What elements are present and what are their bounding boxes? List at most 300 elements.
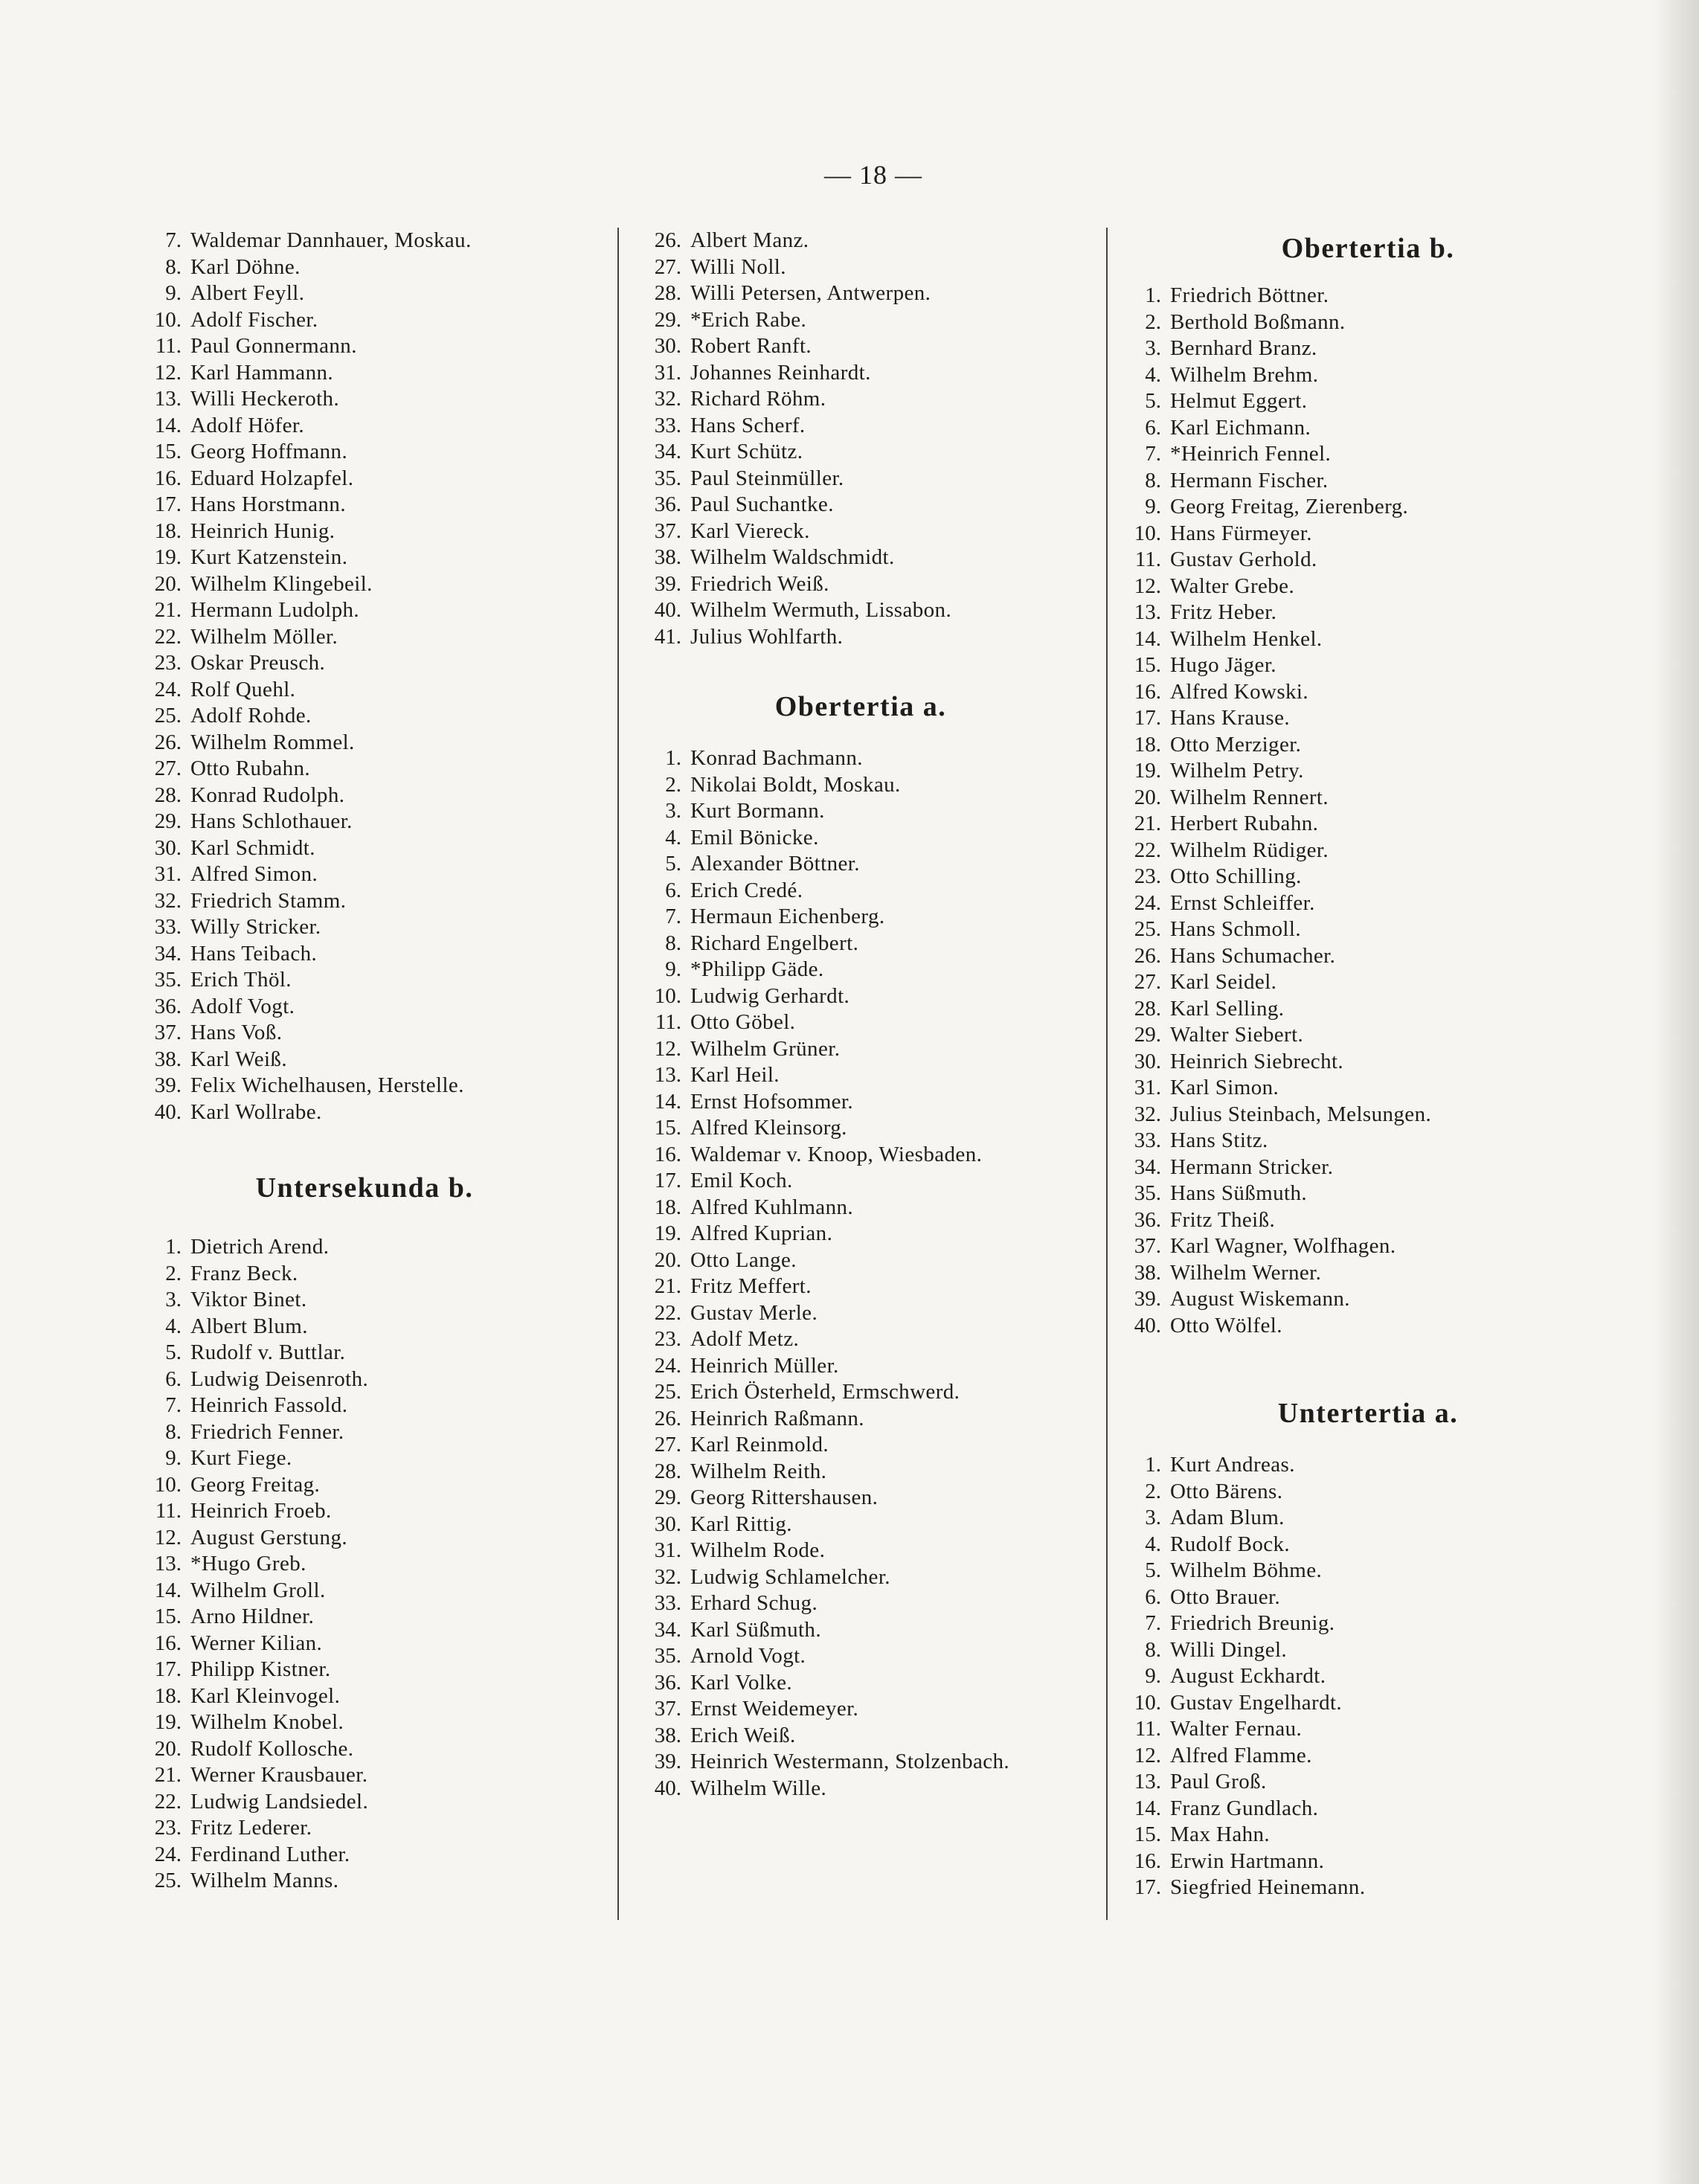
student-name: Paul Gonnermann. bbox=[190, 334, 357, 358]
item-number: 19. bbox=[654, 1221, 681, 1245]
list-item bbox=[131, 783, 610, 809]
list-item bbox=[1111, 1637, 1628, 1664]
list-item bbox=[1111, 1849, 1628, 1875]
item-number: 6. bbox=[165, 1366, 182, 1391]
list-item bbox=[631, 1696, 1102, 1723]
item-number: 16. bbox=[1134, 1849, 1161, 1873]
student-name: Erich Weiß. bbox=[690, 1723, 796, 1747]
list-item bbox=[1111, 838, 1628, 864]
item-number: 5. bbox=[165, 1340, 182, 1364]
list-item bbox=[131, 1366, 610, 1393]
item-number: 13. bbox=[654, 1063, 681, 1087]
item-number: 21. bbox=[154, 598, 182, 622]
item-number: 20. bbox=[154, 1736, 182, 1761]
student-name: Arno Hildner. bbox=[190, 1605, 315, 1628]
list-item bbox=[1111, 1102, 1628, 1128]
list-item bbox=[131, 333, 610, 360]
item-number: 22. bbox=[154, 1789, 182, 1814]
student-name: Willy Stricker. bbox=[190, 915, 321, 939]
item-number: 4. bbox=[1145, 1532, 1161, 1556]
item-number: 18. bbox=[1134, 732, 1161, 757]
item-number: 41. bbox=[654, 624, 681, 649]
student-name: Willi Petersen, Antwerpen. bbox=[690, 281, 931, 305]
list-item bbox=[1111, 626, 1628, 653]
student-name: Oskar Preusch. bbox=[190, 651, 326, 675]
item-number: 19. bbox=[154, 545, 182, 569]
student-name: *Heinrich Fennel. bbox=[1170, 442, 1332, 466]
list-item bbox=[631, 825, 1102, 852]
list-item bbox=[631, 983, 1102, 1010]
list-item bbox=[631, 1300, 1102, 1327]
list-item bbox=[1111, 547, 1628, 574]
list-item bbox=[1111, 309, 1628, 336]
item-number: 1. bbox=[165, 1235, 182, 1259]
item-number: 36. bbox=[654, 1670, 681, 1695]
item-number: 34. bbox=[654, 440, 681, 463]
item-number: 24. bbox=[154, 1842, 182, 1866]
student-name: Alfred Kuhlmann. bbox=[690, 1195, 854, 1219]
item-number: 6. bbox=[1145, 415, 1161, 440]
list-item bbox=[1111, 1049, 1628, 1076]
item-number: 11. bbox=[155, 1499, 182, 1523]
student-name: Paul Suchantke. bbox=[690, 492, 834, 516]
list-item bbox=[131, 835, 610, 862]
student-name: Fritz Lederer. bbox=[190, 1816, 312, 1840]
list-item bbox=[1111, 1260, 1628, 1287]
list-item bbox=[631, 1089, 1102, 1116]
student-name: Max Hahn. bbox=[1170, 1822, 1271, 1846]
student-name: Karl Wagner, Wolfhagen. bbox=[1170, 1234, 1396, 1258]
list-item bbox=[1111, 521, 1628, 547]
student-name: Kurt Fiege. bbox=[190, 1446, 292, 1470]
student-name: Waldemar v. Knoop, Wiesbaden. bbox=[690, 1142, 983, 1166]
list-item bbox=[1111, 1479, 1628, 1506]
item-number: 17. bbox=[154, 492, 182, 516]
item-number: 2. bbox=[165, 1261, 182, 1285]
item-number: 16. bbox=[654, 1142, 681, 1166]
item-number: 12. bbox=[654, 1036, 681, 1061]
column-left bbox=[119, 228, 610, 1895]
name-list bbox=[619, 228, 1102, 650]
item-number: 29. bbox=[1134, 1023, 1161, 1047]
list-item bbox=[631, 1670, 1102, 1697]
list-item bbox=[1111, 1610, 1628, 1637]
item-number: 33. bbox=[654, 413, 681, 437]
item-number: 25. bbox=[154, 1869, 182, 1892]
list-item bbox=[131, 677, 610, 704]
list-item bbox=[131, 1815, 610, 1842]
list-item bbox=[631, 957, 1102, 983]
item-number: 18. bbox=[654, 1195, 681, 1219]
list-item bbox=[631, 386, 1102, 413]
item-number: 8. bbox=[165, 254, 182, 279]
list-item bbox=[1111, 864, 1628, 890]
student-name: Wilhelm Böhme. bbox=[1170, 1558, 1323, 1582]
item-number: 34. bbox=[1134, 1154, 1161, 1179]
list-item bbox=[631, 1036, 1102, 1063]
student-name: Wilhelm Manns. bbox=[190, 1869, 339, 1892]
student-name: Kurt Schütz. bbox=[690, 440, 803, 463]
list-item bbox=[1111, 388, 1628, 415]
item-number: 3. bbox=[165, 1288, 182, 1311]
student-name: August Wiskemann. bbox=[1170, 1287, 1350, 1311]
student-name: Philipp Kistner. bbox=[190, 1657, 331, 1681]
item-number: 30. bbox=[654, 334, 681, 358]
item-number: 37. bbox=[654, 518, 681, 543]
item-number: 9. bbox=[1145, 495, 1161, 518]
item-number: 15. bbox=[154, 440, 182, 463]
item-number: 20. bbox=[1134, 785, 1161, 809]
student-name: Otto Bärens. bbox=[1170, 1479, 1283, 1503]
student-name: Emil Bönicke. bbox=[690, 825, 819, 849]
student-name: Erich Credé. bbox=[690, 878, 803, 902]
item-number: 36. bbox=[654, 492, 681, 516]
item-number: 23. bbox=[154, 651, 182, 675]
student-name: Heinrich Siebrecht. bbox=[1170, 1049, 1344, 1073]
student-name: Friedrich Böttner. bbox=[1170, 283, 1329, 307]
list-item bbox=[131, 650, 610, 677]
student-name: Rudolf v. Buttlar. bbox=[190, 1340, 346, 1364]
list-item bbox=[1111, 652, 1628, 679]
item-number: 14. bbox=[1134, 626, 1161, 651]
student-name: Eduard Holzapfel. bbox=[190, 466, 354, 490]
list-item bbox=[131, 1631, 610, 1657]
list-item bbox=[1111, 1743, 1628, 1770]
student-name: Franz Beck. bbox=[190, 1261, 298, 1285]
student-name: Heinrich Froeb. bbox=[190, 1499, 332, 1523]
student-name: Karl Eichmann. bbox=[1170, 415, 1311, 440]
list-item bbox=[631, 1643, 1102, 1670]
item-number: 32. bbox=[1134, 1102, 1161, 1126]
list-item bbox=[1111, 1875, 1628, 1901]
item-number: 3. bbox=[1145, 336, 1161, 360]
student-name: Hugo Jäger. bbox=[1170, 653, 1276, 677]
student-name: Adolf Fischer. bbox=[190, 307, 318, 332]
student-name: Friedrich Stamm. bbox=[190, 888, 347, 913]
list-item bbox=[131, 1287, 610, 1314]
student-name: Wilhelm Rüdiger. bbox=[1170, 838, 1329, 862]
list-item bbox=[1111, 335, 1628, 362]
item-number: 28. bbox=[154, 783, 182, 807]
student-name: Ernst Schleiffer. bbox=[1170, 890, 1315, 915]
list-item bbox=[1111, 1716, 1628, 1743]
item-number: 10. bbox=[1134, 521, 1161, 545]
student-name: Heinrich Raßmann. bbox=[690, 1406, 864, 1430]
student-name: Walter Grebe. bbox=[1170, 574, 1295, 598]
item-number: 29. bbox=[654, 1486, 681, 1509]
item-number: 23. bbox=[154, 1816, 182, 1840]
student-name: Kurt Katzenstein. bbox=[190, 545, 348, 569]
list-item bbox=[631, 1353, 1102, 1380]
item-number: 18. bbox=[154, 1683, 182, 1708]
list-item bbox=[1111, 1505, 1628, 1532]
list-item bbox=[1111, 890, 1628, 917]
item-number: 3. bbox=[665, 799, 681, 823]
list-item bbox=[131, 809, 610, 835]
item-number: 11. bbox=[655, 1010, 681, 1034]
list-item bbox=[631, 254, 1102, 281]
student-name: Werner Krausbauer. bbox=[190, 1763, 368, 1787]
item-number: 14. bbox=[1134, 1796, 1161, 1820]
student-name: Walter Siebert. bbox=[1170, 1023, 1304, 1047]
section-heading-untertertia-a: Untertertia a. bbox=[1277, 1398, 1459, 1429]
student-name: Wilhelm Wermuth, Lissabon. bbox=[690, 598, 952, 622]
list-item bbox=[631, 798, 1102, 825]
student-name: Wilhelm Rennert. bbox=[1170, 785, 1329, 809]
list-item bbox=[1111, 494, 1628, 521]
list-item bbox=[631, 1776, 1102, 1802]
list-item bbox=[631, 545, 1102, 571]
item-number: 14. bbox=[154, 1578, 182, 1602]
student-name: Viktor Binet. bbox=[190, 1288, 307, 1311]
student-name: Alfred Flamme. bbox=[1170, 1743, 1312, 1767]
student-name: Fritz Heber. bbox=[1170, 600, 1277, 624]
list-item bbox=[131, 518, 610, 545]
list-item bbox=[131, 254, 610, 281]
student-name: Hans Stitz. bbox=[1170, 1128, 1268, 1152]
item-number: 7. bbox=[665, 905, 681, 928]
item-number: 13. bbox=[154, 387, 182, 411]
list-item bbox=[1111, 1075, 1628, 1102]
list-item bbox=[131, 466, 610, 492]
item-number: 19. bbox=[1134, 759, 1161, 783]
student-name: Heinrich Hunig. bbox=[190, 518, 335, 543]
item-number: 34. bbox=[654, 1617, 681, 1642]
item-number: 26. bbox=[654, 228, 681, 252]
item-number: 39. bbox=[654, 1750, 681, 1773]
list-item bbox=[631, 1538, 1102, 1564]
list-item bbox=[631, 851, 1102, 878]
item-number: 27. bbox=[154, 757, 182, 780]
student-name: Karl Hammann. bbox=[190, 360, 334, 385]
list-item bbox=[631, 228, 1102, 254]
item-number: 23. bbox=[1134, 864, 1161, 888]
list-item bbox=[131, 941, 610, 968]
item-number: 14. bbox=[154, 413, 182, 437]
item-number: 31. bbox=[154, 862, 182, 886]
item-number: 16. bbox=[1134, 679, 1161, 704]
student-name: Gustav Gerhold. bbox=[1170, 547, 1317, 571]
list-item bbox=[131, 1498, 610, 1525]
student-name: Adolf Höfer. bbox=[190, 413, 304, 437]
section-heading-obertertia-a: Obertertia a. bbox=[774, 691, 947, 722]
student-name: Wilhelm Knobel. bbox=[190, 1710, 344, 1734]
item-number: 7. bbox=[1145, 442, 1161, 466]
student-name: Nikolai Boldt, Moskau. bbox=[690, 772, 901, 797]
list-item bbox=[131, 386, 610, 413]
student-name: Otto Merziger. bbox=[1170, 732, 1302, 757]
student-name: Richard Röhm. bbox=[690, 387, 826, 411]
item-number: 32. bbox=[154, 888, 182, 913]
student-name: August Gerstung. bbox=[190, 1525, 347, 1549]
item-number: 4. bbox=[1145, 362, 1161, 387]
list-item bbox=[131, 1762, 610, 1789]
list-item bbox=[1111, 1128, 1628, 1154]
student-name: Otto Lange. bbox=[690, 1247, 797, 1272]
item-number: 40. bbox=[1134, 1313, 1161, 1337]
list-item bbox=[1111, 679, 1628, 706]
item-number: 11. bbox=[1134, 1717, 1161, 1741]
student-name: Arnold Vogt. bbox=[690, 1644, 806, 1668]
list-item bbox=[131, 439, 610, 466]
student-name: Adolf Rohde. bbox=[190, 704, 312, 728]
student-name: Hans Schmoll. bbox=[1170, 917, 1301, 941]
item-number: 13. bbox=[1134, 1770, 1161, 1793]
list-item bbox=[631, 280, 1102, 307]
column-middle bbox=[617, 228, 1102, 1920]
item-number: 23. bbox=[654, 1327, 681, 1351]
name-list bbox=[119, 228, 610, 1125]
student-name: Georg Hoffmann. bbox=[190, 440, 348, 463]
student-name: Helmut Eggert. bbox=[1170, 389, 1308, 413]
item-number: 11. bbox=[1134, 547, 1161, 571]
student-name: Heinrich Westermann, Stolzenbach. bbox=[690, 1750, 1010, 1773]
student-name: Friedrich Fenner. bbox=[190, 1419, 344, 1444]
item-number: 9. bbox=[665, 957, 681, 981]
list-item bbox=[1111, 600, 1628, 626]
student-name: Franz Gundlach. bbox=[1170, 1796, 1319, 1820]
item-number: 8. bbox=[665, 931, 681, 955]
student-name: Waldemar Dannhauer, Moskau. bbox=[190, 228, 472, 252]
student-name: Rudolf Bock. bbox=[1170, 1532, 1291, 1556]
item-number: 38. bbox=[654, 545, 681, 569]
student-name: Herbert Rubahn. bbox=[1170, 812, 1319, 835]
item-number: 22. bbox=[154, 624, 182, 649]
item-number: 26. bbox=[154, 730, 182, 754]
student-name: Hans Süßmuth. bbox=[1170, 1181, 1308, 1205]
list-item bbox=[1111, 1796, 1628, 1822]
student-name: Friedrich Weiß. bbox=[690, 571, 829, 596]
item-number: 28. bbox=[654, 281, 681, 305]
item-number: 12. bbox=[154, 1525, 182, 1549]
list-item bbox=[1111, 969, 1628, 996]
student-name: Karl Volke. bbox=[690, 1670, 793, 1695]
student-name: Adolf Vogt. bbox=[190, 994, 295, 1018]
list-item bbox=[631, 1142, 1102, 1169]
list-item bbox=[131, 967, 610, 994]
item-number: 17. bbox=[154, 1657, 182, 1681]
student-name: Wilhelm Rommel. bbox=[190, 730, 355, 754]
student-name: Hermann Stricker. bbox=[1170, 1154, 1334, 1179]
list-item bbox=[131, 994, 610, 1021]
list-item bbox=[131, 1525, 610, 1552]
student-name: Fritz Theiß. bbox=[1170, 1207, 1276, 1232]
student-name: Albert Blum. bbox=[190, 1314, 308, 1338]
student-name: Gustav Merle. bbox=[690, 1300, 818, 1325]
student-name: Adolf Metz. bbox=[690, 1327, 800, 1351]
student-name: Karl Weiß. bbox=[190, 1047, 287, 1071]
list-item bbox=[1111, 705, 1628, 732]
list-item bbox=[631, 413, 1102, 440]
list-item bbox=[131, 861, 610, 888]
list-item bbox=[631, 360, 1102, 387]
item-number: 11. bbox=[155, 334, 182, 358]
item-number: 24. bbox=[154, 677, 182, 701]
student-name: Siegfried Heinemann. bbox=[1170, 1875, 1366, 1899]
student-name: Otto Göbel. bbox=[690, 1010, 796, 1034]
student-name: Erwin Hartmann. bbox=[1170, 1849, 1325, 1873]
list-item bbox=[1111, 916, 1628, 943]
student-name: Hermann Ludolph. bbox=[190, 598, 360, 622]
student-name: Paul Steinmüller. bbox=[690, 466, 844, 490]
student-name: Wilhelm Klingebeil. bbox=[190, 571, 373, 596]
student-name: Friedrich Breunig. bbox=[1170, 1611, 1335, 1635]
student-name: Hans Horstmann. bbox=[190, 492, 346, 516]
list-item bbox=[1111, 1313, 1628, 1340]
student-name: Otto Schilling. bbox=[1170, 864, 1302, 888]
student-name: Kurt Bormann. bbox=[690, 799, 825, 823]
student-name: Karl Kleinvogel. bbox=[190, 1683, 341, 1708]
student-name: Walter Fernau. bbox=[1170, 1717, 1303, 1741]
student-name: Wilhelm Petry. bbox=[1170, 759, 1304, 783]
list-item bbox=[631, 1221, 1102, 1247]
item-number: 4. bbox=[165, 1314, 182, 1338]
item-number: 34. bbox=[154, 941, 182, 966]
item-number: 15. bbox=[1134, 1822, 1161, 1846]
list-item bbox=[631, 1326, 1102, 1353]
item-number: 40. bbox=[654, 1776, 681, 1800]
item-number: 36. bbox=[154, 994, 182, 1018]
list-item bbox=[131, 914, 610, 941]
item-number: 28. bbox=[654, 1459, 681, 1483]
student-name: Karl Reinmold. bbox=[690, 1433, 829, 1456]
list-item bbox=[631, 1749, 1102, 1776]
item-number: 15. bbox=[654, 1116, 681, 1140]
student-name: Willi Dingel. bbox=[1170, 1637, 1288, 1662]
page-edge-shadow bbox=[1654, 0, 1699, 2184]
item-number: 40. bbox=[654, 598, 681, 622]
student-name: Bernhard Branz. bbox=[1170, 336, 1317, 360]
item-number: 17. bbox=[654, 1169, 681, 1192]
list-item bbox=[131, 1314, 610, 1340]
item-number: 12. bbox=[1134, 1743, 1161, 1767]
item-number: 15. bbox=[1134, 653, 1161, 677]
item-number: 32. bbox=[654, 1564, 681, 1589]
item-number: 35. bbox=[654, 466, 681, 490]
list-item bbox=[131, 1234, 610, 1261]
student-name: Werner Kilian. bbox=[190, 1631, 323, 1655]
item-number: 36. bbox=[1134, 1207, 1161, 1232]
list-item bbox=[131, 703, 610, 730]
item-number: 39. bbox=[154, 1073, 182, 1097]
item-number: 15. bbox=[154, 1605, 182, 1628]
student-name: Albert Feyll. bbox=[190, 281, 305, 305]
item-number: 10. bbox=[1134, 1690, 1161, 1715]
item-number: 39. bbox=[654, 571, 681, 596]
student-name: Hans Schlothauer. bbox=[190, 809, 353, 833]
student-name: Konrad Bachmann. bbox=[690, 746, 863, 770]
item-number: 30. bbox=[154, 835, 182, 860]
item-number: 20. bbox=[154, 571, 182, 596]
item-number: 25. bbox=[1134, 917, 1161, 941]
list-item bbox=[131, 1683, 610, 1710]
list-item bbox=[131, 1047, 610, 1073]
item-number: 13. bbox=[1134, 600, 1161, 624]
student-name: Erhard Schug. bbox=[690, 1591, 818, 1615]
item-number: 20. bbox=[654, 1247, 681, 1272]
list-item bbox=[131, 1419, 610, 1446]
list-item bbox=[131, 1736, 610, 1763]
item-number: 12. bbox=[1134, 574, 1161, 598]
student-name: Ludwig Gerhardt. bbox=[690, 983, 850, 1008]
item-number: 25. bbox=[654, 1380, 681, 1404]
list-item bbox=[631, 931, 1102, 957]
list-item bbox=[631, 1432, 1102, 1459]
list-item bbox=[131, 597, 610, 624]
item-number: 33. bbox=[654, 1591, 681, 1615]
item-number: 5. bbox=[1145, 389, 1161, 413]
item-number: 1. bbox=[1145, 283, 1161, 307]
